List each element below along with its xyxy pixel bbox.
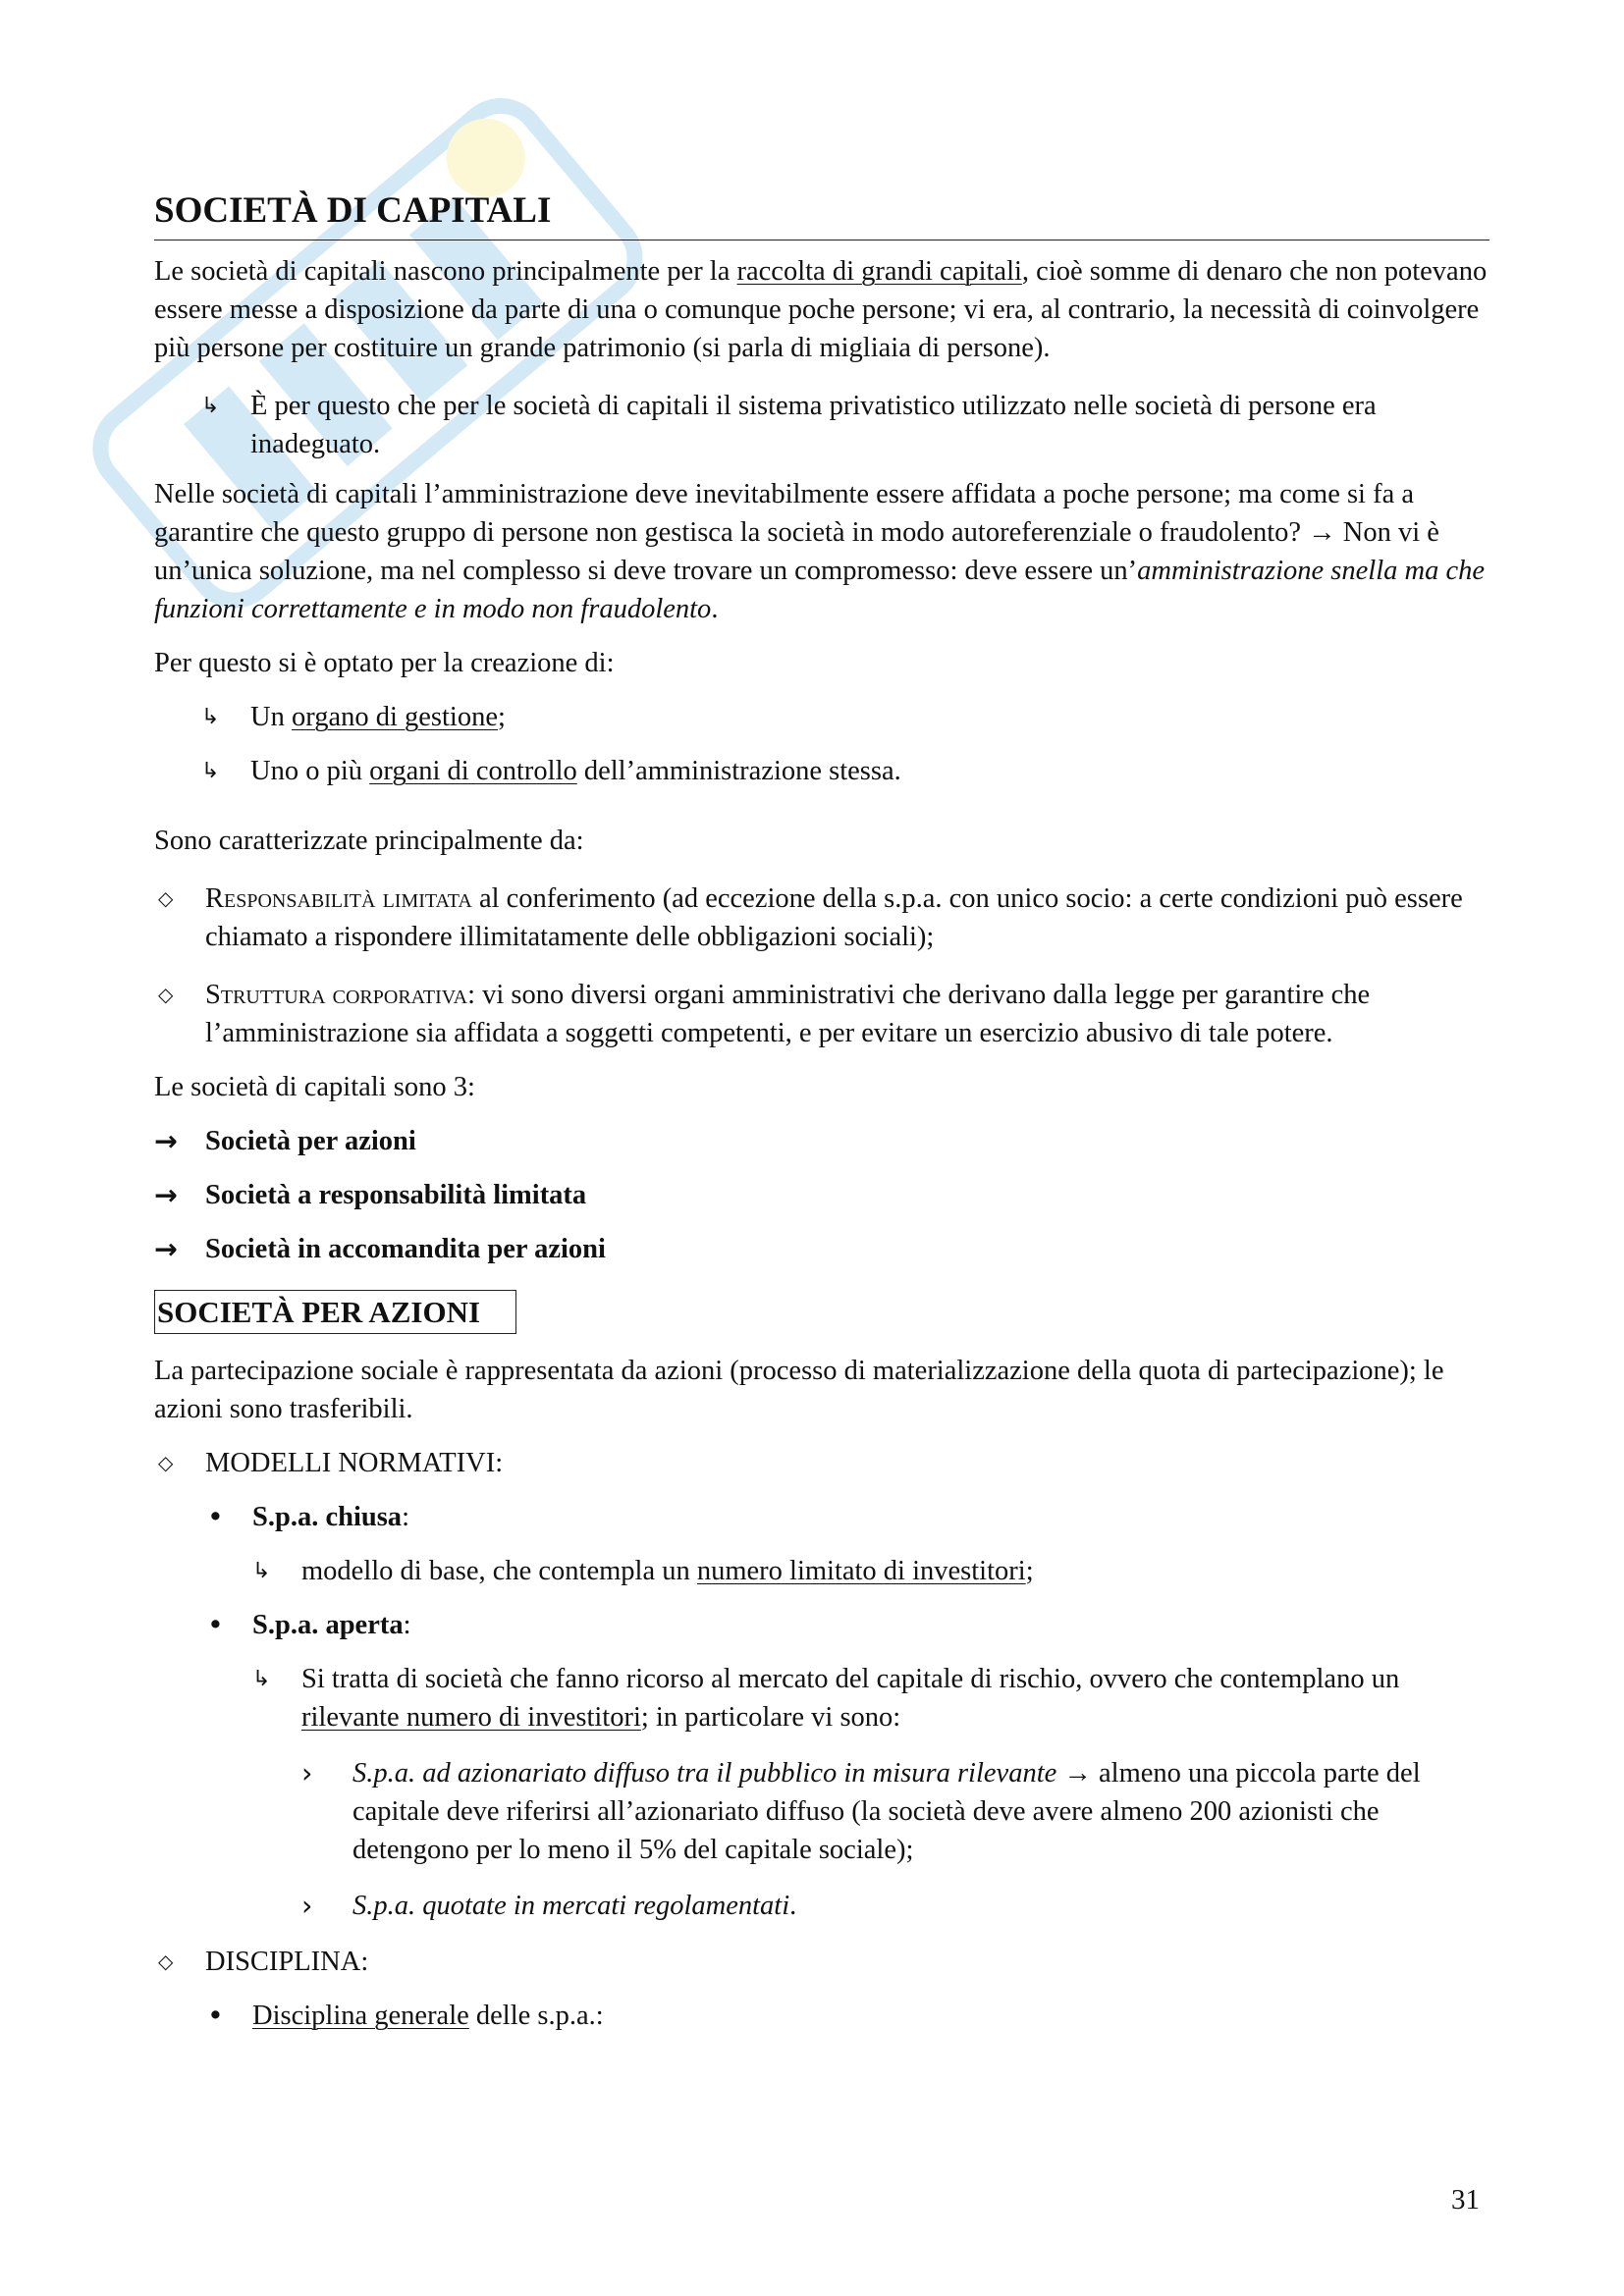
- characteristic-item: ◇ Responsabilità limitata al conferimento (ad eccezione della s.p.a. con unico socio: a certe condizioni può essere chiamato a rispondere illimitatamente delle obbligazioni sociali);: [154, 880, 1489, 956]
- creation-item: ↳ Uno o più organi di controllo dell’amministrazione stessa.: [154, 752, 1489, 790]
- chevron-bullet-icon: ›: [301, 1890, 313, 1922]
- company-type-item: → Società in accomandita per azioni: [154, 1230, 1489, 1268]
- model-open-desc: ↳ Si tratta di società che fanno ricorso al mercato del capitale di rischio, ovvero che contemplano un rilevante numero di investitori; in particolare vi sono:: [154, 1660, 1489, 1736]
- diamond-bullet-icon: ◇: [158, 886, 174, 910]
- admin-paragraph: Nelle società di capitali l’amministrazione deve inevitabilmente essere affidata a poche persone; ma come si fa a garantire che questo gruppo di persone non gestisca la società in modo autoreferenziale o fraudolento? → Non vi è un’unica soluzione, ma nel complesso si deve trovare un compromesso: deve essere un’amministrazione snella ma che funzioni correttamente e in modo non fraudolento.: [154, 479, 1486, 624]
- diamond-bullet-icon: ◇: [158, 983, 174, 1006]
- arrow-bullet-icon: →: [154, 1233, 178, 1265]
- spa-intro: La partecipazione sociale è rappresentata da azioni (processo di materializzazione della quota di partecipazione); le azioni sono trasferibili.: [154, 1356, 1444, 1424]
- intro-note: ↳ È per questo che per le società di capitali il sistema privatistico utilizzato nelle società di persone era inadeguato.: [154, 387, 1489, 463]
- model-open: • S.p.a. aperta:: [154, 1606, 1489, 1644]
- page-number: 31: [1451, 2184, 1480, 2216]
- bullet-icon: •: [207, 1609, 224, 1641]
- discipline-item: • Disciplina generale delle s.p.a.:: [154, 1997, 1489, 2035]
- section-heading-box: [154, 1290, 1489, 1334]
- hook-arrow-icon: ↳: [252, 1559, 271, 1583]
- document-page: [154, 187, 1489, 2035]
- models-label: ◇ MODELLI NORMATIVI:: [154, 1444, 1489, 1482]
- open-subitem: › S.p.a. quotate in mercati regolamentati.: [154, 1887, 1489, 1925]
- hook-arrow-icon: ↳: [201, 759, 220, 783]
- hook-arrow-icon: ↳: [201, 394, 220, 418]
- model-closed: • S.p.a. chiusa:: [154, 1498, 1489, 1536]
- characteristic-item: ◇ Struttura corporativa: vi sono diversi organi amministrativi che derivano dalla legge per garantire che l’amministrazione sia affidata a soggetti competenti, e per evitare un esercizio abusivo di tale potere.: [154, 976, 1489, 1052]
- section-heading: SOCIETÀ PER AZIONI: [154, 1290, 516, 1334]
- intro-paragraph: Le società di capitali nascono principalmente per la raccolta di grandi capitali, cioè somme di denaro che non potevano essere messe a disposizione da parte di una o comunque poche persone; vi era, al contrario, la necessità di coinvolgere più persone per costituire un grande patrimonio (si parla di migliaia di persone).: [154, 256, 1488, 363]
- hook-arrow-icon: ↳: [252, 1667, 271, 1691]
- bullet-icon: •: [207, 2000, 224, 2032]
- page-title: SOCIETÀ DI CAPITALI: [154, 187, 1489, 240]
- characteristics-intro: Sono caratterizzate principalmente da:: [154, 826, 584, 856]
- types-intro: Le società di capitali sono 3:: [154, 1072, 475, 1102]
- creation-item: ↳ Un organo di gestione;: [154, 698, 1489, 736]
- open-subitem: › S.p.a. ad azionariato diffuso tra il pubblico in misura rilevante → almeno una piccola parte del capitale deve riferirsi all’azionariato diffuso (la società deve avere almeno 200 azionisti che detengono per lo meno il 5% del capitale sociale);: [154, 1754, 1489, 1869]
- bullet-icon: •: [207, 1501, 224, 1533]
- discipline-label: ◇ DISCIPLINA:: [154, 1943, 1489, 1981]
- diamond-bullet-icon: ◇: [158, 1949, 174, 1973]
- creation-intro: Per questo si è optato per la creazione di:: [154, 648, 615, 678]
- hook-arrow-icon: ↳: [201, 705, 220, 729]
- chevron-bullet-icon: ›: [301, 1757, 313, 1789]
- arrow-bullet-icon: →: [154, 1125, 178, 1157]
- arrow-bullet-icon: →: [154, 1179, 178, 1211]
- model-closed-desc: ↳ modello di base, che contempla un numero limitato di investitori;: [154, 1552, 1489, 1590]
- diamond-bullet-icon: ◇: [158, 1451, 174, 1474]
- company-type-item: → Società per azioni: [154, 1122, 1489, 1160]
- company-type-item: → Società a responsabilità limitata: [154, 1176, 1489, 1214]
